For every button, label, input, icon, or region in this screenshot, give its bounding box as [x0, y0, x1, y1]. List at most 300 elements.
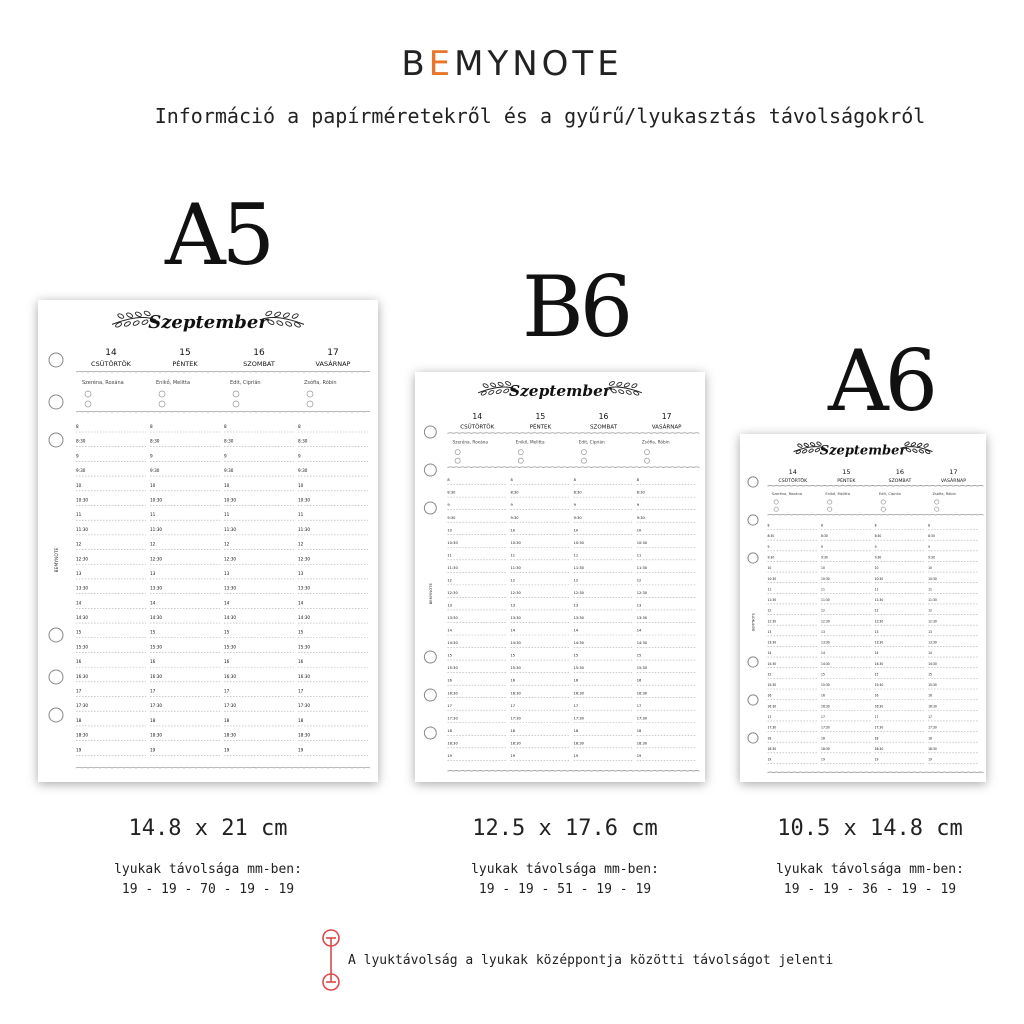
time-slot: 10	[224, 482, 230, 488]
time-slot: 16	[76, 659, 82, 665]
time-slot: 12:30	[224, 556, 237, 562]
punch-hole	[424, 502, 436, 514]
time-slot: 18	[821, 736, 825, 741]
day-number: 15	[179, 348, 191, 358]
time-slot: 15:30	[76, 644, 89, 650]
time-slot: 9:30	[767, 555, 775, 560]
time-slot: 16:30	[636, 691, 648, 696]
size-label-a6: A6	[828, 332, 935, 430]
time-slot: 9:30	[874, 555, 882, 560]
day-name: PÉNTEK	[529, 424, 552, 431]
time-slot: 13	[573, 603, 579, 608]
time-slot: 16:30	[874, 704, 884, 709]
name-day: Szeréna, Roxána	[452, 440, 488, 446]
time-slot: 13	[510, 603, 516, 608]
time-slot: 10:30	[874, 576, 884, 581]
time-slot: 12	[636, 578, 642, 583]
time-slot: 8	[510, 478, 513, 483]
punch-hole	[424, 464, 436, 476]
time-slot: 17	[928, 715, 932, 720]
planner-page-a6	[740, 434, 986, 782]
time-slot: 14:30	[573, 641, 584, 646]
time-slot: 12	[821, 608, 825, 613]
time-slot: 19	[928, 757, 932, 762]
time-slot: 11:30	[150, 526, 163, 532]
time-slot: 10:30	[767, 576, 777, 581]
punch-hole	[49, 433, 63, 447]
name-day: Enikő, Melitta	[156, 380, 191, 386]
time-slot: 17	[510, 703, 516, 708]
time-slot: 13	[874, 629, 879, 634]
time-slot: 14:30	[298, 615, 311, 621]
time-slot: 8	[928, 523, 931, 528]
time-slot: 9	[573, 503, 576, 508]
day-number: 16	[895, 467, 905, 476]
time-slot: 18:30	[928, 746, 937, 751]
time-slot: 15	[76, 629, 82, 635]
punch-hole	[424, 426, 436, 438]
time-slot: 16	[224, 659, 230, 665]
planner-sheet	[38, 300, 378, 782]
punch-hole	[748, 657, 758, 667]
time-slot: 17	[76, 688, 82, 694]
time-slot: 12:30	[821, 619, 830, 624]
time-slot: 19	[573, 753, 579, 758]
time-slot: 15	[298, 629, 304, 635]
time-slot: 19	[821, 757, 825, 762]
day-name: CSÜTÖRTÖK	[460, 424, 495, 431]
time-slot: 16	[447, 678, 452, 683]
time-slot: 13	[76, 570, 82, 576]
time-slot: 8	[224, 424, 227, 429]
time-slot: 12:30	[767, 619, 777, 624]
time-slot: 10	[636, 528, 642, 533]
time-slot: 17:30	[573, 716, 584, 721]
time-slot: 9	[224, 453, 227, 459]
time-slot: 15:30	[510, 666, 521, 671]
time-slot: 17:30	[447, 716, 458, 721]
time-slot: 13:30	[76, 585, 89, 591]
time-slot: 15	[767, 672, 772, 677]
time-slot: 16	[874, 693, 879, 698]
day-number: 14	[472, 411, 483, 421]
time-slot: 10:30	[821, 576, 830, 581]
month-title: Szeptember	[819, 443, 907, 459]
name-day: Szeréna, Roxána	[82, 380, 124, 386]
time-slot: 12:30	[874, 619, 884, 624]
time-slot: 8	[821, 523, 823, 528]
name-day: Enikő, Melitta	[515, 440, 545, 446]
time-slot: 17:30	[76, 703, 89, 709]
time-slot: 13:30	[636, 616, 648, 621]
time-slot: 9:30	[636, 515, 645, 520]
time-slot: 15	[447, 653, 452, 658]
time-slot: 13:30	[573, 616, 584, 621]
time-slot: 10:30	[510, 540, 521, 545]
time-slot: 13:30	[928, 640, 937, 645]
time-slot: 19	[510, 753, 516, 758]
day-number: 15	[842, 467, 851, 476]
planner-page-a5	[38, 300, 378, 782]
dimensions-a5: 14.8 x 21 cm	[128, 816, 288, 841]
time-slot: 8	[874, 523, 877, 528]
time-slot: 8	[767, 523, 770, 528]
time-slot: 13	[150, 570, 156, 576]
time-slot: 18	[573, 728, 579, 733]
time-slot: 18	[636, 728, 642, 733]
planner-page-b6	[415, 372, 705, 782]
time-slot: 11:30	[821, 598, 830, 603]
time-slot: 15:30	[767, 683, 777, 688]
time-slot: 14	[874, 651, 879, 656]
punch-hole	[49, 353, 63, 367]
time-slot: 8:30	[874, 534, 882, 539]
time-slot: 14	[821, 651, 825, 656]
time-slot: 10:30	[224, 497, 237, 503]
time-slot: 16:30	[510, 691, 521, 696]
time-slot: 14	[636, 628, 642, 633]
time-slot: 17:30	[874, 725, 884, 730]
time-slot: 14:30	[76, 615, 89, 621]
time-slot: 11:30	[447, 565, 458, 570]
time-slot: 8:30	[76, 438, 86, 444]
side-logo: BEMYNOTE	[751, 613, 756, 632]
size-label-b6: B6	[522, 258, 630, 356]
time-slot: 8	[573, 478, 576, 483]
time-slot: 9	[928, 544, 931, 549]
time-slot: 13	[767, 629, 772, 634]
time-slot: 11	[928, 587, 932, 592]
time-slot: 17:30	[510, 716, 521, 721]
time-slot: 16	[510, 678, 516, 683]
time-slot: 15:30	[874, 683, 884, 688]
time-slot: 19	[636, 753, 642, 758]
time-slot: 13	[224, 570, 230, 576]
punch-hole	[49, 708, 63, 722]
punch-hole	[748, 695, 758, 705]
time-slot: 15	[150, 629, 156, 635]
time-slot: 9:30	[298, 468, 308, 474]
time-slot: 9	[767, 544, 770, 549]
hole-distance-icon	[318, 928, 344, 992]
time-slot: 19	[150, 747, 156, 753]
time-slot: 11:30	[636, 565, 648, 570]
time-slot: 12:30	[447, 590, 458, 595]
time-slot: 10:30	[76, 497, 89, 503]
time-slot: 13:30	[150, 585, 163, 591]
time-slot: 8	[76, 424, 79, 429]
time-slot: 15:30	[447, 666, 458, 671]
punch-hole	[748, 515, 758, 525]
time-slot: 12:30	[573, 590, 584, 595]
day-name: VASÁRNAP	[315, 360, 351, 368]
time-slot: 17	[821, 715, 825, 720]
size-label-a5: A5	[165, 186, 272, 284]
time-slot: 9:30	[224, 468, 234, 474]
time-slot: 12	[510, 578, 516, 583]
time-slot: 11:30	[874, 598, 884, 603]
punch-hole	[49, 395, 63, 409]
time-slot: 13	[636, 603, 642, 608]
time-slot: 10	[573, 528, 579, 533]
time-slot: 15	[510, 653, 516, 658]
time-slot: 13	[928, 629, 932, 634]
month-title: Szeptember	[509, 381, 611, 400]
punch-hole	[424, 727, 436, 739]
time-slot: 14	[928, 651, 932, 656]
name-day: Edit, Ciprián	[230, 380, 261, 386]
time-slot: 9:30	[447, 515, 456, 520]
time-slot: 9	[76, 453, 79, 459]
time-slot: 9:30	[76, 468, 86, 474]
time-slot: 14:30	[821, 661, 830, 666]
time-slot: 11:30	[928, 598, 937, 603]
time-slot: 19	[767, 757, 772, 762]
time-slot: 9	[298, 453, 301, 459]
time-slot: 18	[874, 736, 879, 741]
time-slot: 11:30	[573, 565, 584, 570]
time-slot: 17:30	[224, 703, 237, 709]
time-slot: 12:30	[76, 556, 89, 562]
time-slot: 18:30	[874, 746, 884, 751]
time-slot: 12:30	[298, 556, 311, 562]
day-number: 17	[327, 348, 339, 358]
time-slot: 11	[767, 587, 772, 592]
time-slot: 19	[76, 747, 82, 753]
time-slot: 12:30	[636, 590, 648, 595]
time-slot: 12	[573, 578, 579, 583]
day-number: 17	[661, 411, 672, 421]
time-slot: 16:30	[821, 704, 830, 709]
time-slot: 15:30	[821, 683, 830, 688]
day-number: 14	[105, 348, 117, 358]
time-slot: 15:30	[150, 644, 163, 650]
time-slot: 9:30	[821, 555, 828, 560]
time-slot: 14:30	[767, 661, 777, 666]
time-slot: 10	[821, 566, 825, 571]
time-slot: 16	[150, 659, 156, 665]
time-slot: 12:30	[150, 556, 163, 562]
time-slot: 12	[767, 608, 772, 613]
time-slot: 18:30	[510, 741, 521, 746]
time-slot: 10	[767, 566, 772, 571]
time-slot: 13	[447, 603, 452, 608]
time-slot: 14:30	[150, 615, 163, 621]
time-slot: 16:30	[447, 691, 458, 696]
time-slot: 18:30	[298, 732, 311, 738]
time-slot: 16:30	[767, 704, 777, 709]
time-slot: 16	[298, 659, 304, 665]
day-number: 14	[788, 467, 797, 476]
time-slot: 15	[928, 672, 932, 677]
holes-info-a5	[58, 860, 358, 900]
holes-caption: lyukak távolsága mm-ben:	[471, 862, 659, 877]
holes-spacing: 19 - 19 - 36 - 19 - 19	[783, 882, 957, 897]
time-slot: 14:30	[224, 615, 237, 621]
time-slot: 14:30	[510, 641, 521, 646]
time-slot: 15	[573, 653, 579, 658]
time-slot: 8:30	[767, 534, 775, 539]
time-slot: 8:30	[636, 490, 645, 495]
time-slot: 16	[821, 693, 825, 698]
time-slot: 18	[298, 717, 304, 723]
time-slot: 13	[298, 570, 304, 576]
time-slot: 11	[874, 587, 879, 592]
day-number: 17	[949, 467, 958, 476]
time-slot: 15	[224, 629, 230, 635]
time-slot: 10:30	[573, 540, 584, 545]
time-slot: 11	[298, 512, 304, 518]
day-name: CSÜTÖRTÖK	[91, 360, 131, 368]
time-slot: 11:30	[767, 598, 777, 603]
day-number: 16	[598, 411, 609, 421]
time-slot: 12	[874, 608, 879, 613]
holes-caption: lyukak távolsága mm-ben:	[776, 862, 964, 877]
punch-hole	[424, 651, 436, 663]
time-slot: 18	[767, 736, 772, 741]
day-name: PÉNTEK	[172, 360, 198, 368]
time-slot: 11	[224, 512, 230, 518]
time-slot: 8:30	[928, 534, 935, 539]
time-slot: 8:30	[224, 438, 234, 444]
time-slot: 8:30	[447, 490, 456, 495]
time-slot: 14	[224, 600, 230, 606]
time-slot: 17:30	[821, 725, 830, 730]
time-slot: 19	[224, 747, 230, 753]
time-slot: 18:30	[573, 741, 584, 746]
time-slot: 17	[298, 688, 304, 694]
day-number: 16	[253, 348, 265, 358]
time-slot: 14	[573, 628, 579, 633]
time-slot: 10	[298, 482, 304, 488]
time-slot: 19	[874, 757, 879, 762]
time-slot: 11	[447, 553, 452, 558]
time-slot: 16:30	[928, 704, 937, 709]
planner-sheet	[740, 434, 986, 782]
time-slot: 15:30	[636, 666, 648, 671]
time-slot: 18	[510, 728, 516, 733]
time-slot: 16	[928, 693, 932, 698]
time-slot: 17	[874, 715, 879, 720]
time-slot: 10:30	[636, 540, 648, 545]
punch-hole	[748, 553, 758, 563]
time-slot: 18	[224, 717, 230, 723]
time-slot: 16:30	[298, 673, 311, 679]
punch-hole	[748, 477, 758, 487]
time-slot: 11	[821, 587, 825, 592]
time-slot: 9	[510, 503, 513, 508]
holes-spacing: 19 - 19 - 70 - 19 - 19	[121, 882, 295, 897]
time-slot: 16	[573, 678, 579, 683]
name-day: Zsófia, Róbin	[641, 440, 670, 446]
punch-hole	[49, 628, 63, 642]
time-slot: 18:30	[636, 741, 648, 746]
legend-text: A lyuktávolság a lyukak középpontja közötti távolságot jelenti	[348, 953, 834, 968]
name-day: Enikő, Melitta	[825, 491, 850, 496]
time-slot: 8	[150, 424, 153, 429]
time-slot: 10:30	[928, 576, 937, 581]
time-slot: 13:30	[874, 640, 884, 645]
time-slot: 13:30	[224, 585, 237, 591]
time-slot: 13:30	[447, 616, 458, 621]
time-slot: 14	[298, 600, 304, 606]
time-slot: 8	[447, 478, 450, 483]
time-slot: 17	[636, 703, 642, 708]
time-slot: 10	[150, 482, 156, 488]
time-slot: 8:30	[298, 438, 308, 444]
time-slot: 18:30	[224, 732, 237, 738]
time-slot: 11	[510, 553, 516, 558]
name-day: Zsófia, Róbin	[304, 380, 337, 386]
time-slot: 18:30	[447, 741, 458, 746]
time-slot: 19	[298, 747, 304, 753]
time-slot: 9	[636, 503, 640, 508]
day-name: CSÜTÖRTÖK	[778, 478, 808, 484]
time-slot: 14	[510, 628, 516, 633]
name-day: Zsófia, Róbin	[932, 491, 956, 496]
time-slot: 11:30	[510, 565, 521, 570]
month-title: Szeptember	[148, 312, 268, 333]
time-slot: 17	[447, 703, 452, 708]
time-slot: 16	[636, 678, 642, 683]
holes-info-a6	[720, 860, 1020, 900]
time-slot: 17	[224, 688, 230, 694]
name-day: Edit, Ciprián	[878, 491, 902, 496]
time-slot: 17:30	[767, 725, 777, 730]
time-slot: 10:30	[298, 497, 311, 503]
time-slot: 13:30	[510, 616, 521, 621]
dimensions-a6: 10.5 x 14.8 cm	[777, 816, 963, 841]
brand-logo: BEMYNOTE	[401, 44, 623, 84]
time-slot: 11:30	[224, 526, 237, 532]
day-name: SZOMBAT	[243, 360, 275, 368]
holes-info-b6	[415, 860, 715, 900]
time-slot: 17	[573, 703, 579, 708]
time-slot: 10	[874, 566, 879, 571]
time-slot: 8:30	[150, 438, 160, 444]
time-slot: 16:30	[224, 673, 237, 679]
side-logo: BEMYNOTE	[428, 583, 434, 605]
time-slot: 9:30	[150, 468, 160, 474]
time-slot: 14:30	[447, 641, 458, 646]
holes-spacing: 19 - 19 - 51 - 19 - 19	[478, 882, 652, 897]
time-slot: 12	[224, 541, 230, 547]
time-slot: 10	[76, 482, 82, 488]
time-slot: 15	[821, 672, 825, 677]
time-slot: 13:30	[767, 640, 777, 645]
time-slot: 12	[298, 541, 304, 547]
time-slot: 19	[447, 753, 452, 758]
time-slot: 12:30	[928, 619, 937, 624]
time-slot: 9	[150, 453, 153, 459]
time-slot: 13	[821, 629, 825, 634]
time-slot: 17:30	[150, 703, 163, 709]
time-slot: 10	[510, 528, 516, 533]
page-subtitle: Információ a papírméretekről és a gyűrű/lyukasztás távolságokról	[154, 104, 926, 128]
time-slot: 8	[636, 478, 640, 483]
time-slot: 11	[636, 553, 642, 558]
time-slot: 15	[874, 672, 879, 677]
side-logo: BEMYNOTE	[55, 547, 60, 573]
time-slot: 9:30	[928, 555, 935, 560]
planner-sheet	[415, 372, 705, 782]
time-slot: 14:30	[928, 661, 937, 666]
time-slot: 11	[150, 512, 156, 518]
time-slot: 18	[928, 736, 932, 741]
time-slot: 8	[298, 424, 301, 429]
time-slot: 18:30	[150, 732, 163, 738]
punch-hole	[49, 670, 63, 684]
